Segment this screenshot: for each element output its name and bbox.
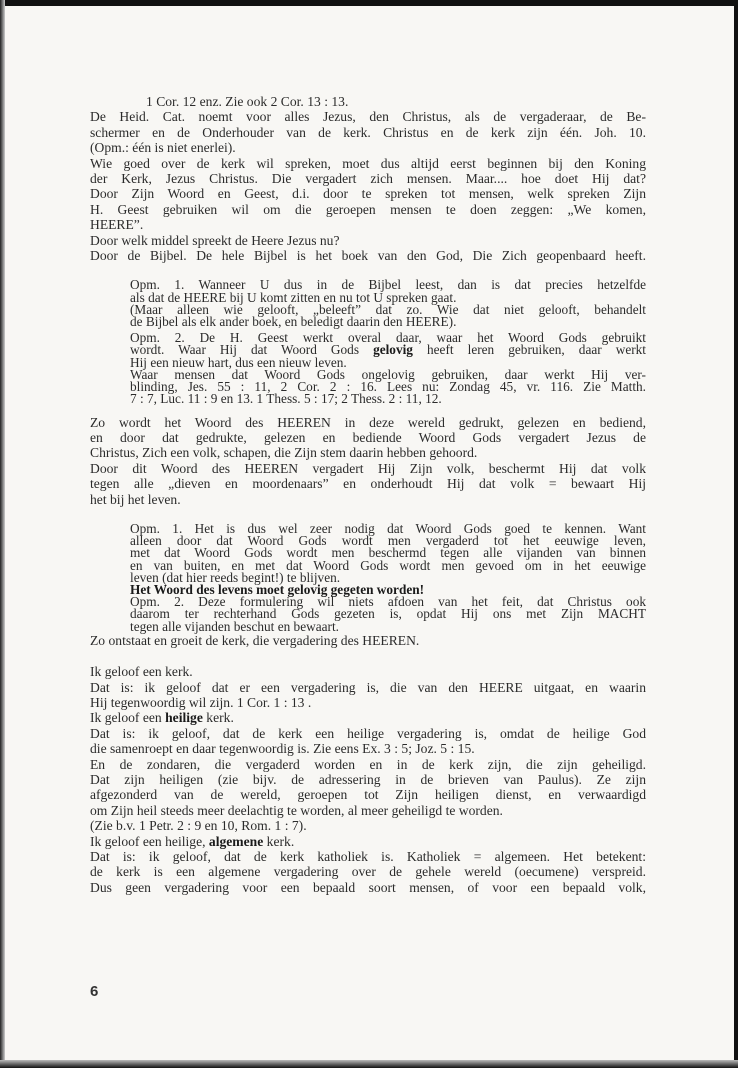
note-line: 7 : 7, Luc. 11 : 9 en 13. 1 Thess. 5 : 17; 2 Thess. 2 : 11, 12. [130, 391, 442, 407]
text-line: Door Zijn Woord en Geest, d.i. door te spreken tot mensen, welk spreken Zijn [90, 186, 646, 202]
text-line: Zo wordt het Woord des HEEREN in deze wereld gedrukt, gelezen en bediend, [90, 414, 646, 430]
note-line: Opm. 2. Deze formulering wil niets afdoen van het feit, dat Christus ook [130, 594, 646, 610]
text-line: der Kerk, Jezus Christus. Die vergadert zich mensen. Maar.... hoe doet Hij dat? [90, 171, 646, 187]
text-line: De Heid. Cat. noemt voor alles Jezus, den Christus, als de vergaderaar, de Be- [90, 109, 646, 125]
text-line: Door welk middel spreekt de Heere Jezus nu? [90, 232, 340, 248]
text-line: Zo ontstaat en groeit de kerk, die vergadering des HEEREN. [90, 632, 420, 648]
emphasis-heilige: heilige [165, 710, 203, 726]
text-line: Dus geen vergadering voor een bepaald soort mensen, of voor een bepaald volk, [90, 879, 646, 895]
note-text: heeft leren gebruiken, daar werkt [412, 342, 646, 358]
text-line: Dat is: ik geloof, dat de kerk katholiek is. Katholiek = algemeen. Het betekent: [90, 849, 646, 865]
body-text: Ik geloof een [90, 710, 166, 726]
text-line: schermer en de Onderhouder van de kerk. Christus en de kerk zijn één. Joh. 10. [90, 124, 646, 140]
page-body [90, 94, 646, 895]
note-line: Opm. 2. De H. Geest werkt overal daar, waar het Woord Gods gebruikt [130, 330, 646, 346]
note-line: met dat Woord Gods wordt men beschermd tegen alle vijanden van binnen [130, 545, 646, 561]
note-text: wordt. Waar Hij dat Woord Gods [130, 342, 374, 358]
text-line: Christus, Zich een volk, schapen, die Zijn stem daarin hebben gehoord. [90, 445, 478, 461]
text-line: Hij tegenwoordig wil zijn. 1 Cor. 1 : 13 . [90, 694, 312, 710]
emphasis-line: Het Woord des levens moet gelovig gegeten worden! [130, 581, 425, 597]
scan-edge-right [734, 0, 738, 1068]
text-line [90, 710, 646, 725]
scan-edge-bottom [0, 1060, 738, 1068]
body-text: kerk. [263, 833, 295, 849]
note-line: alleen door dat Woord Gods wordt men vergaderd tot het eeuwige leven, [130, 533, 646, 549]
text-line: HEERE”. [90, 217, 144, 233]
scan-edge-left [0, 0, 5, 1068]
text-line: (Zie b.v. 1 Petr. 2 : 9 en 10, Rom. 1 : 7). [90, 818, 307, 834]
scan-edge-top [0, 0, 738, 6]
text-line: 1 Cor. 12 enz. Zie ook 2 Cor. 13 : 13. [146, 94, 349, 109]
text-line: Dat is: ik geloof dat er een vergadering is, die van den HEERE uitgaat, en waarin [90, 679, 646, 695]
note-line: leven (dat hier reeds begint!) te blijven. [130, 569, 341, 585]
text-line: Dat zijn heiligen (zie bijv. de adressering in de brieven van Paulus). Ze zijn [90, 772, 646, 788]
text-line: de kerk is een algemene vergadering over de gehele wereld (oecumene) verspreid. [90, 864, 646, 880]
note-line: (Maar alleen wie gelooft, „beleeft” dat zo. Wie dat niet gelooft, behandelt [130, 301, 646, 317]
page-number: 6 [90, 983, 99, 1000]
text-line: H. Geest gebruiken wil om die geroepen mensen te doen zeggen: „We komen, [90, 201, 646, 217]
note-line: Hij een nieuw hart, dus een nieuw leven. [130, 354, 347, 370]
emphasis-algemene: algemene [208, 833, 264, 849]
text-line: Ik geloof een kerk. [90, 664, 193, 680]
text-line: Wie goed over de kerk wil spreken, moet dus altijd eerst beginnen bij den Koning [90, 155, 646, 171]
note-line: blinding, Jes. 55 : 11, 2 Cor. 2 : 16. Lees nu: Zondag 45, vr. 116. Zie Matth. [130, 379, 646, 395]
text-line: het bij het leven. [90, 491, 181, 507]
emphasis-gelovig: gelovig [373, 342, 413, 358]
text-line: Door dit Woord des HEEREN vergadert Hij Zijn volk, beschermt Hij dat volk [90, 460, 646, 476]
note-line: tegen alle vijanden beschut en bewaart. [130, 618, 339, 634]
note-line: en van buiten, en met dat Woord Gods wordt men gevoed om in het eeuwige [130, 557, 646, 573]
text-line: en door dat gedrukte, gelezen en bediende Woord Gods vergadert Jezus de [90, 429, 646, 445]
note-block-1 [130, 279, 646, 405]
note-line: daarom ter rechterhand Gods gezeten is, opdat Hij ons met Zijn MACHT [130, 606, 646, 622]
text-line: afgezonderd van de wereld, geroepen tot Zijn heiligen dienst, en verwaardigd [90, 787, 646, 803]
text-line: Door de Bijbel. De hele Bijbel is het boek van den God, Die Zich geopenbaard heeft. [90, 248, 646, 264]
text-line: tegen alle „dieven en moordenaars” en onderhoudt Hij dat volk = bewaart Hij [90, 476, 646, 492]
text-line [90, 834, 646, 849]
note-line: als dat de HEERE bij U komt zitten en nu tot U spreken gaat. [130, 289, 457, 305]
text-line: En de zondaren, die vergaderd worden en in de kerk zijn, die zijn geheiligd. [90, 756, 646, 772]
note-line: Opm. 1. Wanneer U dus in de Bijbel leest, dan is dat precies hetzelfde [130, 277, 646, 293]
body-text: kerk. [202, 710, 234, 726]
note-block-2 [130, 520, 646, 634]
text-line: Dat is: ik geloof, dat de kerk een heilige vergadering is, omdat de heilige God [90, 725, 646, 741]
text-line: (Opm.: één is niet enerlei). [90, 140, 236, 156]
note-line: Opm. 1. Het is dus wel zeer nodig dat Woord Gods goed te kennen. Want [130, 520, 646, 536]
body-text: Ik geloof een heilige, [90, 833, 209, 849]
text-line: die samenroept en daar tegenwoordig is. Zie eens Ex. 3 : 5; Joz. 5 : 15. [90, 741, 475, 757]
note-line: de Bijbel als elk ander boek, en beledigt daarin den HEERE). [130, 314, 457, 330]
text-line: om Zijn heil steeds meer deelachtig te worden, al meer geheiligd te worden. [90, 802, 503, 818]
note-line: Waar mensen dat Woord Gods ongelovig gebruiken, daar werkt Hij ver- [130, 366, 646, 382]
